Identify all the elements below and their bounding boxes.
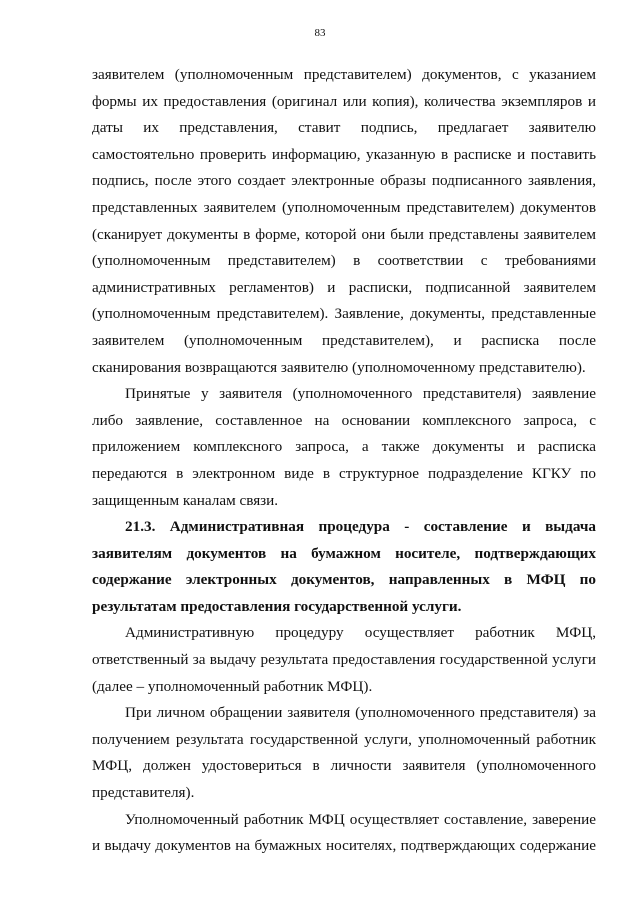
paragraph-procedure-performer: Административную процедуру осуществляет работник МФЦ, ответственный за выдачу результата предоставления государственной услуги (далее – уполномоченный работник МФЦ).	[92, 624, 596, 695]
paragraph-accepted-application: Принятые у заявителя (уполномоченного представителя) заявление либо заявление, составленное на основании комплексного запроса, с приложением комплексного запроса, а также документы и расписка передаются в электронном виде в структурное подразделение КГКУ по защищенным каналам связи.	[92, 385, 596, 509]
paragraph-document-issuance: Уполномоченный работник МФЦ осуществляет составление, заверение и выдачу документов на бумажных носителях, подтверждающих содержание	[92, 810, 596, 855]
section-heading-21-3: 21.3. Административная процедура - составление и выдача заявителям документов на бумажном носителе, подтверждающих содержание электронных документов, направленных в МФЦ по результатам предоставления государственной услуги.	[92, 518, 596, 615]
paragraph-continuation: заявителем (уполномоченным представителем) документов, с указанием формы их предоставления (оригинал или копия), количества экземпляров и даты их представления, ставит подпись, предлагает заявителю самостоятельно проверить информацию, указанную в расписке и поставить подпись, после этого создает электронные образы подписанного заявления, представленных заявителем (уполномоченным представителем) документов (сканирует документы в форме, которой они были представлены заявителем (уполномоченным представителем) в соответствии с требованиями административных регламентов) и расписки, подписанной заявителем (уполномоченным представителем). Заявление, документы, представленные заявителем (уполномоченным представителем), и расписка после сканирования возвращаются заявителю (уполномоченному представителю).	[92, 66, 596, 376]
document-body	[92, 62, 596, 860]
paragraph-personal-visit: При личном обращении заявителя (уполномоченного представителя) за получением результата государственной услуги, уполномоченный работник МФЦ, должен удостовериться в личности заявителя (уполномоченного представителя).	[92, 704, 596, 802]
page-number: 83	[314, 27, 326, 39]
